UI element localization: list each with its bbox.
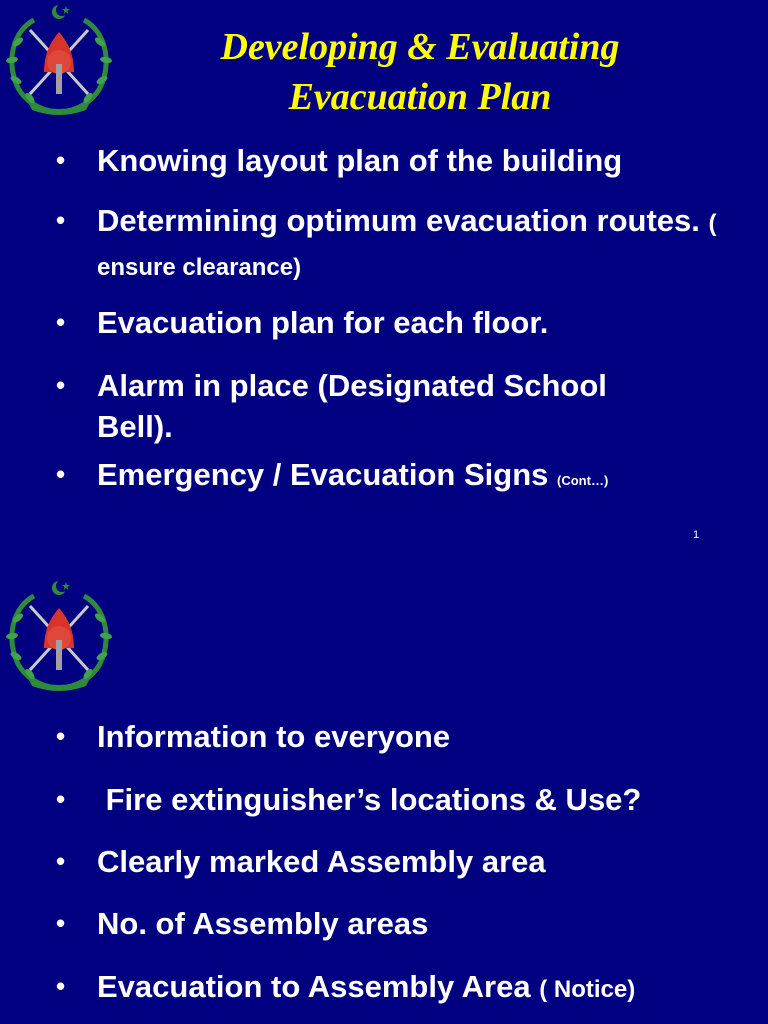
list-item-text: Knowing layout plan of the building: [97, 143, 623, 178]
title-line-2: Evacuation Plan: [288, 76, 552, 118]
list-item-text: Emergency / Evacuation Signs: [97, 457, 549, 492]
page-number: 1: [693, 529, 700, 541]
bullet-icon: •: [56, 370, 66, 400]
bullet-icon: •: [56, 908, 66, 938]
rescue-emblem-icon: [4, 578, 114, 694]
list-item-note: (Cont…): [557, 473, 609, 488]
title-line-1: Developing & Evaluating: [220, 26, 620, 68]
bullet-icon: •: [56, 846, 66, 876]
list-item-note: ( Notice): [539, 976, 636, 1003]
list-item-text: Evacuation to Assembly Area: [97, 969, 531, 1004]
list-item-text: Clearly marked Assembly area: [97, 844, 546, 879]
list-item-text: Alarm in place (Designated School Bell).: [97, 368, 607, 444]
slide-2: [0, 512, 768, 1024]
bullet-icon: •: [56, 145, 66, 175]
list-item-note: ( ensure clearance): [97, 210, 717, 281]
bullet-icon: •: [56, 971, 66, 1001]
list-item-text: Determining optimum evacuation routes.: [97, 203, 700, 238]
list-item-text: Evacuation plan for each floor.: [97, 305, 549, 340]
bullet-icon: •: [56, 307, 66, 337]
bullet-icon: •: [56, 459, 66, 489]
list-item-text: Information to everyone: [97, 719, 451, 754]
slide-title: [120, 22, 720, 122]
bullet-icon: •: [56, 721, 66, 751]
list-item-text: No. of Assembly areas: [97, 906, 429, 941]
rescue-emblem-icon: [4, 2, 114, 118]
bullet-icon: •: [56, 784, 66, 814]
bullet-icon: •: [56, 205, 66, 235]
list-item-text: Fire extinguisher’s locations & Use?: [97, 782, 642, 817]
